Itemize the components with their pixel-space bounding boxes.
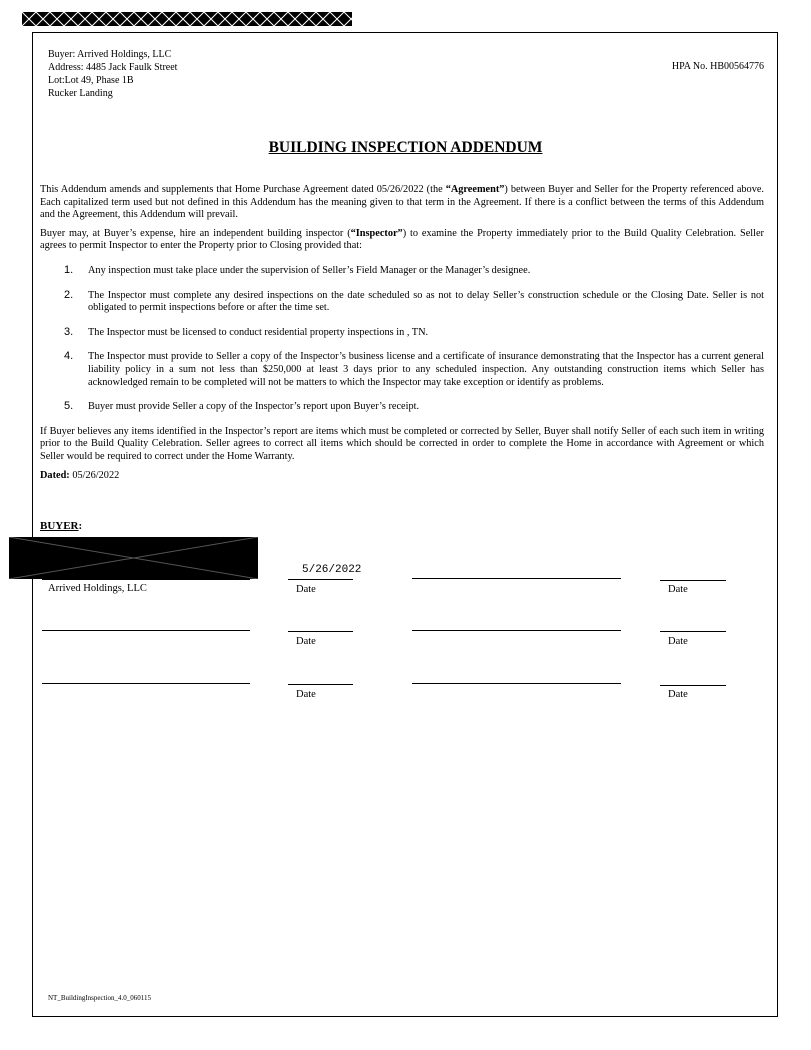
- date-label: Date: [296, 689, 316, 700]
- page-border: [32, 32, 778, 1017]
- redaction-bar-top: [22, 12, 352, 26]
- date-line: [660, 685, 726, 686]
- inspector-paragraph: Buyer may, at Buyer’s expense, hire an independent building inspector (“Inspector”) to examine the Property immediately prior to the Build Quality Celebration. Seller agrees to permit Inspector to enter the Property prior to Closing provided that:: [40, 227, 764, 252]
- signature-line: [42, 630, 250, 631]
- date-line: [288, 684, 353, 685]
- lot-line: Lot:Lot 49, Phase 1B: [48, 75, 134, 86]
- conditions-list: [40, 265, 764, 414]
- date-label: Date: [668, 584, 688, 595]
- document-title: BUILDING INSPECTION ADDENDUM: [268, 139, 543, 156]
- redaction-x: [9, 537, 258, 579]
- date-line: [288, 579, 353, 580]
- date-label: Date: [668, 689, 688, 700]
- date-line: [660, 631, 726, 632]
- intro-paragraph: This Addendum amends and supplements that Home Purchase Agreement dated 05/26/2022 (the “Agreement”) between Buyer and Seller for the Property referenced above. Each capitalized term used but not defined in this Addendum has the meaning given to that term in the Agreement. If there is a conflict between the terms of this Addendum and the Agreement, this Addendum will prevail.: [40, 184, 764, 221]
- dated-line: Dated: 05/26/2022: [40, 469, 120, 481]
- signature-line: [412, 683, 621, 684]
- list-item: 4. The Inspector must provide to Seller a copy of the Inspector’s business license and a certificate of insurance demonstrating that the Inspector has a current general liability policy in a sum not less than $250,000 at least 3 days prior to any scheduled inspection. Any outstanding construction items which Seller has acknowledged remain to be completed will not be matters to which the Inspector may take exception or identify as problems.: [64, 350, 764, 388]
- header-buyer-info: [48, 48, 177, 100]
- document-body: [40, 184, 764, 488]
- signature-line: [412, 578, 621, 579]
- signature-redaction: [9, 537, 258, 579]
- address-line: Address: 4485 Jack Faulk Street: [48, 62, 178, 73]
- community-line: Rucker Landing: [48, 88, 113, 99]
- buyer-section-label: BUYER:: [40, 520, 83, 532]
- list-item: 2. The Inspector must complete any desired inspections on the date scheduled so as not to delay Seller’s construction schedule or the Closing Date. Seller is not obligated to permit inspections before or after the time set.: [64, 288, 764, 314]
- date-line: [660, 580, 726, 581]
- date-label: Date: [296, 636, 316, 647]
- hpa-number: HPA No. HB00564776: [671, 61, 764, 72]
- list-item: 3. The Inspector must be licensed to conduct residential property inspections in , TN.: [64, 325, 429, 338]
- signer-name: Arrived Holdings, LLC: [48, 583, 147, 594]
- list-item: 1. Any inspection must take place under the supervision of Seller’s Field Manager or the Manager’s designee.: [64, 263, 531, 276]
- footer-form-id: NT_BuildingInspection_4.0_060115: [48, 994, 151, 1002]
- buyer-line: Buyer: Arrived Holdings, LLC: [48, 49, 172, 60]
- correction-paragraph: If Buyer believes any items identified in the Inspector’s report are items which must be completed or corrected by Seller, Buyer shall notify Seller of each such item in writing prior to the Build Quality Celebration. Seller agrees to correct all items which should be corrected in order to complete the Home in accordance with Agreement or which Seller would be required to correct under the Home Warranty.: [40, 425, 764, 462]
- signed-date-value: 5/26/2022: [302, 564, 362, 576]
- signature-line: [412, 630, 621, 631]
- date-label: Date: [296, 584, 316, 595]
- signature-line: [42, 579, 250, 580]
- redaction-crosshatch: [22, 12, 352, 26]
- signature-line: [42, 683, 250, 684]
- list-item: 5. Buyer must provide Seller a copy of the Inspector’s report upon Buyer’s receipt.: [64, 400, 420, 413]
- date-line: [288, 631, 353, 632]
- date-label: Date: [668, 636, 688, 647]
